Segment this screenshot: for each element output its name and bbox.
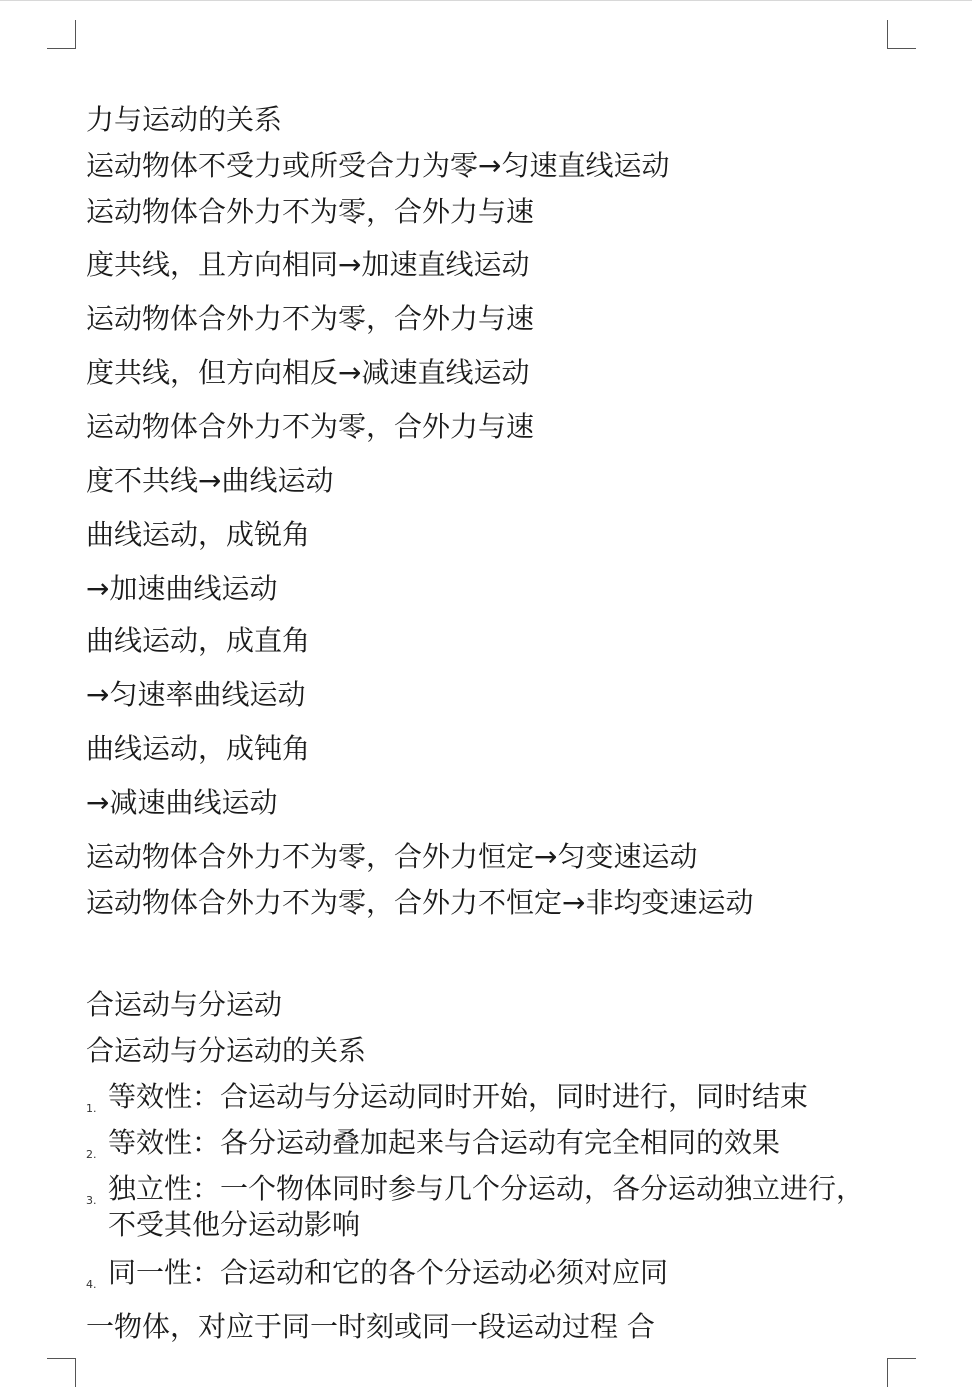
subheading: 合运动与分运动的关系	[86, 1034, 367, 1067]
text-line: 运动物体合外力不为零，合外力不恒定→非均变速运动	[86, 886, 754, 919]
text-line: 运动物体合外力不为零，合外力与速	[86, 410, 535, 443]
text-line: 一物体，对应于同一时刻或同一段运动过程 合	[86, 1310, 655, 1343]
text-line: →匀速率曲线运动	[86, 678, 306, 711]
list-item-text: 等效性：合运动与分运动同时开始，同时进行，同时结束	[108, 1080, 809, 1113]
text-line: 曲线运动，成锐角	[86, 518, 311, 551]
text-line: 运动物体不受力或所受合力为零→匀速直线运动	[86, 149, 670, 182]
margin-corner-bottom-right	[887, 1358, 916, 1387]
list-item-text: 同一性：合运动和它的各个分运动必须对应同	[108, 1256, 669, 1289]
text-line: 曲线运动，成钝角	[86, 732, 311, 765]
margin-corner-top-left	[47, 20, 76, 49]
list-item-text: 等效性：各分运动叠加起来与合运动有完全相同的效果	[108, 1126, 781, 1159]
text-line: 度共线，且方向相同→加速直线运动	[86, 248, 530, 281]
section-heading-force-motion: 力与运动的关系	[86, 103, 283, 136]
text-line: 度共线，但方向相反→减速直线运动	[86, 356, 530, 389]
text-line: 运动物体合外力不为零，合外力与速	[86, 195, 535, 228]
margin-corner-top-right	[887, 20, 916, 49]
margin-corner-bottom-left	[47, 1358, 76, 1387]
list-item-number: 1.	[86, 1102, 97, 1115]
text-line: →减速曲线运动	[86, 786, 278, 819]
section-heading-composite-motion: 合运动与分运动	[86, 988, 283, 1021]
text-line: 运动物体合外力不为零，合外力与速	[86, 302, 535, 335]
page-top-edge	[0, 0, 972, 1]
list-item-number: 4.	[86, 1278, 97, 1291]
list-item-text: 独立性：一个物体同时参与几个分运动，各分运动独立进行，不受其他分运动影响	[108, 1172, 865, 1241]
text-line: 曲线运动，成直角	[86, 624, 311, 657]
list-item-number: 3.	[86, 1194, 97, 1207]
text-line: →加速曲线运动	[86, 572, 278, 605]
text-line: 运动物体合外力不为零，合外力恒定→匀变速运动	[86, 840, 698, 873]
text-line: 度不共线→曲线运动	[86, 464, 334, 497]
list-item-number: 2.	[86, 1148, 97, 1161]
